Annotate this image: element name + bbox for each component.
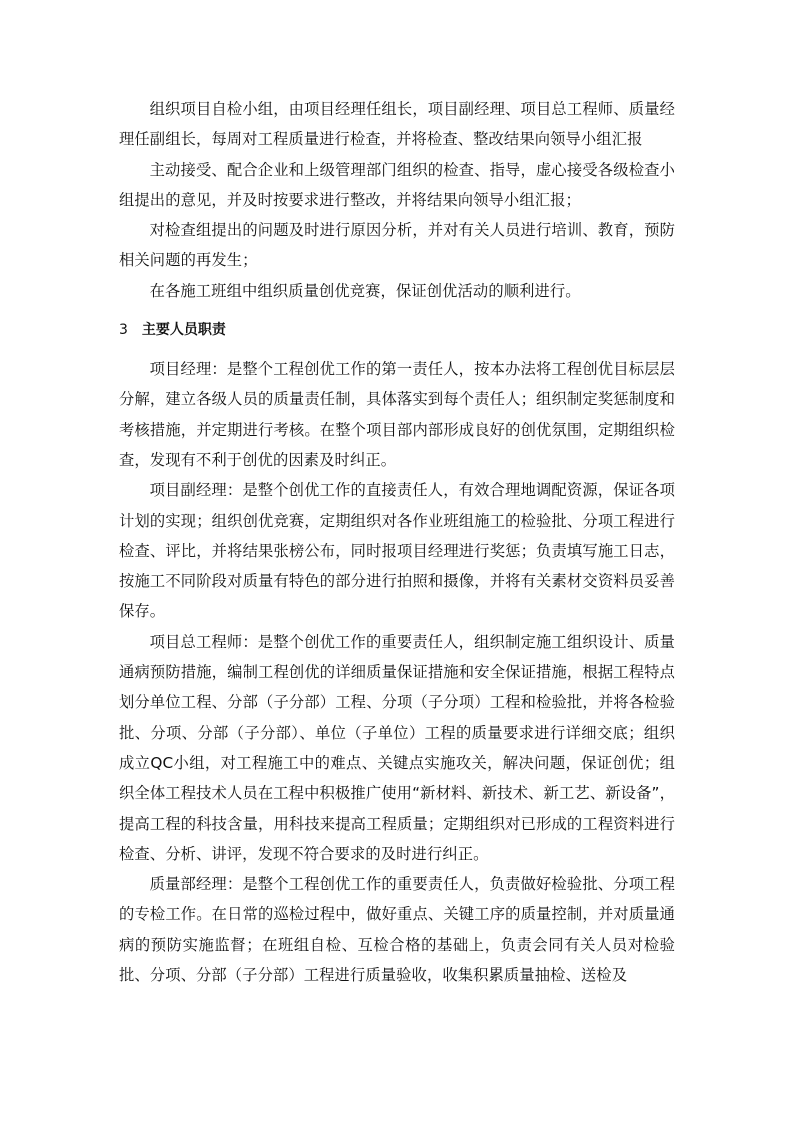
paragraph: 对检查组提出的问题及时进行原因分析，并对有关人员进行培训、教育，预防相关问题的再发生； bbox=[119, 221, 675, 270]
paragraph: 项目副经理：是整个创优工作的直接责任人，有效合理地调配资源，保证各项计划的实现；组织创优竞赛，定期组织对各作业班组施工的检验批、分项工程进行检查、评比，并将结果张榜公布，同时报项目经理进行奖惩；负责填写施工日志，按施工不同阶段对质量有特色的部分进行拍照和摄像，并将有关素材交资料员妥善保存。 bbox=[119, 481, 675, 621]
paragraph: 项目总工程师：是整个创优工作的重要责任人，组织制定施工组织设计、质量通病预防措施，编制工程创优的详细质量保证措施和安全保证措施，根据工程特点划分单位工程、分部（子分部）工程、分项（子分项）工程和检验批，并将各检验批、分项、分部（子分部）、单位（子单位）工程的质量要求进行详细交底；组织成立QC小组，对工程施工中的难点、关键点实施攻关，解决问题，保证创优；组织全体工程技术人员在工程中积极推广使用“新材料、新技术、新工艺、新设备”，提高工程的科技含量，用科技来提高工程质量；定期组织对已形成的工程资料进行检查、分析、讲评，发现不符合要求的及时进行纠正。 bbox=[119, 632, 675, 863]
paragraph: 在各施工班组中组织质量创优竞赛，保证创优活动的顺利进行。 bbox=[149, 281, 581, 300]
paragraph: 质量部经理：是整个工程创优工作的重要责任人，负责做好检验批、分项工程的专检工作。在日常的巡检过程中，做好重点、关键工序的质量控制，并对质量通病的预防实施监督；在班组自检、互检合格的基础上，负责会同有关人员对检验批、分项、分部（子分部）工程进行质量验收，收集积累质量抽检、送检及 bbox=[119, 875, 675, 985]
section-number: 3 bbox=[119, 322, 128, 339]
section-title: 主要人员职责 bbox=[141, 322, 226, 339]
document-body bbox=[119, 94, 675, 990]
section-heading bbox=[119, 312, 675, 348]
paragraph: 组织项目自检小组，由项目经理任组长，项目副经理、项目总工程师、质量经理任副组长，每周对工程质量进行检查，并将检查、整改结果向领导小组汇报 bbox=[119, 100, 675, 149]
paragraph: 项目经理：是整个工程创优工作的第一责任人，按本办法将工程创优目标层层分解，建立各级人员的质量责任制，具体落实到每个责任人；组织制定奖惩制度和考核措施，并定期进行考核。在整个项目部内部形成良好的创优氛围，定期组织检查，发现有不利于创优的因素及时纠正。 bbox=[119, 360, 675, 469]
paragraph: 主动接受、配合企业和上级管理部门组织的检查、指导，虚心接受各级检查小组提出的意见，并及时按要求进行整改，并将结果向领导小组汇报； bbox=[119, 160, 675, 209]
